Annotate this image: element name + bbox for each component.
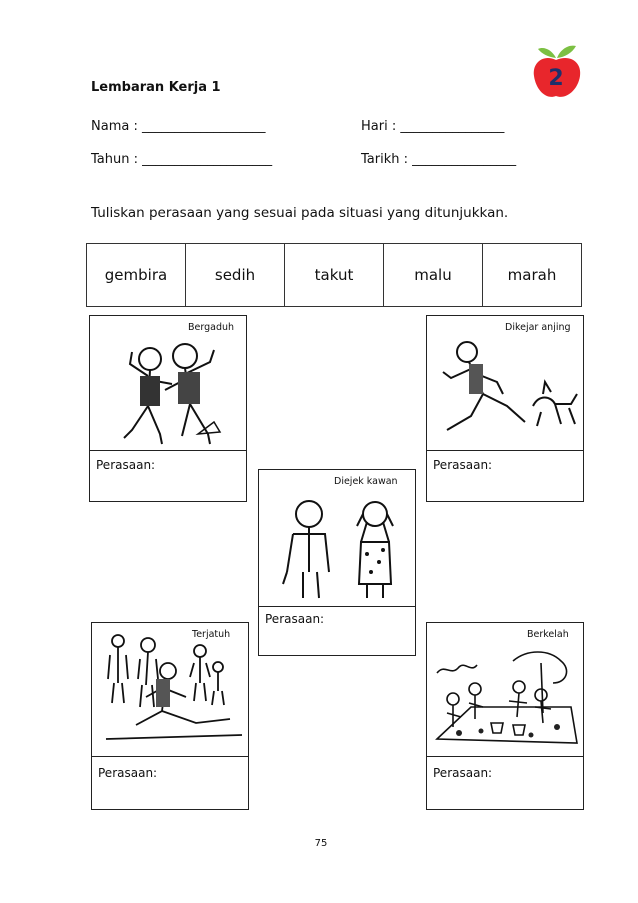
instruction-text: Tuliskan perasaan yang sesuai pada situasi yang ditunjukkan. <box>91 205 509 221</box>
child-fallen-illustration <box>96 627 246 753</box>
hari-field[interactable]: Hari : ________________ <box>361 119 505 134</box>
feeling-malu: malu <box>384 244 483 307</box>
feeling-marah: marah <box>483 244 582 307</box>
feeling-sedih: sedih <box>186 244 285 307</box>
answer-label: Perasaan: <box>265 612 325 626</box>
situation-card-bergaduh <box>89 315 247 452</box>
worksheet-title: Lembaran Kerja 1 <box>91 80 221 95</box>
teased-children-illustration <box>263 492 411 604</box>
situation-card-terjatuh <box>91 622 249 758</box>
answer-box-terjatuh[interactable] <box>91 756 249 810</box>
answer-box-bergaduh[interactable] <box>89 450 247 502</box>
situation-card-dikejar-anjing <box>426 315 584 452</box>
tarikh-field[interactable]: Tarikh : ________________ <box>361 152 517 167</box>
page-number: 75 <box>314 838 328 849</box>
answer-label: Perasaan: <box>433 766 493 780</box>
answer-label: Perasaan: <box>96 458 156 472</box>
fighting-boys-illustration <box>110 334 230 449</box>
situation-card-diejek-kawan <box>258 469 416 608</box>
situation-caption: Terjatuh <box>192 629 231 640</box>
feelings-word-bank <box>86 243 582 307</box>
situation-caption: Dikejar anjing <box>505 322 571 333</box>
badge-number: 2 <box>548 66 564 91</box>
situation-card-berkelah <box>426 622 584 758</box>
dog-chasing-boy-illustration <box>433 334 581 446</box>
feeling-takut: takut <box>285 244 384 307</box>
situation-caption: Diejek kawan <box>334 476 398 487</box>
answer-label: Perasaan: <box>433 458 493 472</box>
answer-box-dikejar-anjing[interactable] <box>426 450 584 502</box>
tahun-field[interactable]: Tahun : ____________________ <box>91 152 273 167</box>
picnic-illustration <box>431 643 581 755</box>
answer-box-berkelah[interactable] <box>426 756 584 810</box>
answer-box-diejek-kawan[interactable] <box>258 606 416 656</box>
nama-field[interactable]: Nama : ___________________ <box>91 119 266 134</box>
feeling-gembira: gembira <box>87 244 186 307</box>
answer-label: Perasaan: <box>98 766 158 780</box>
situation-caption: Bergaduh <box>188 322 235 333</box>
situation-caption: Berkelah <box>527 629 569 640</box>
apple-badge <box>530 40 582 102</box>
apple-icon <box>530 40 582 102</box>
